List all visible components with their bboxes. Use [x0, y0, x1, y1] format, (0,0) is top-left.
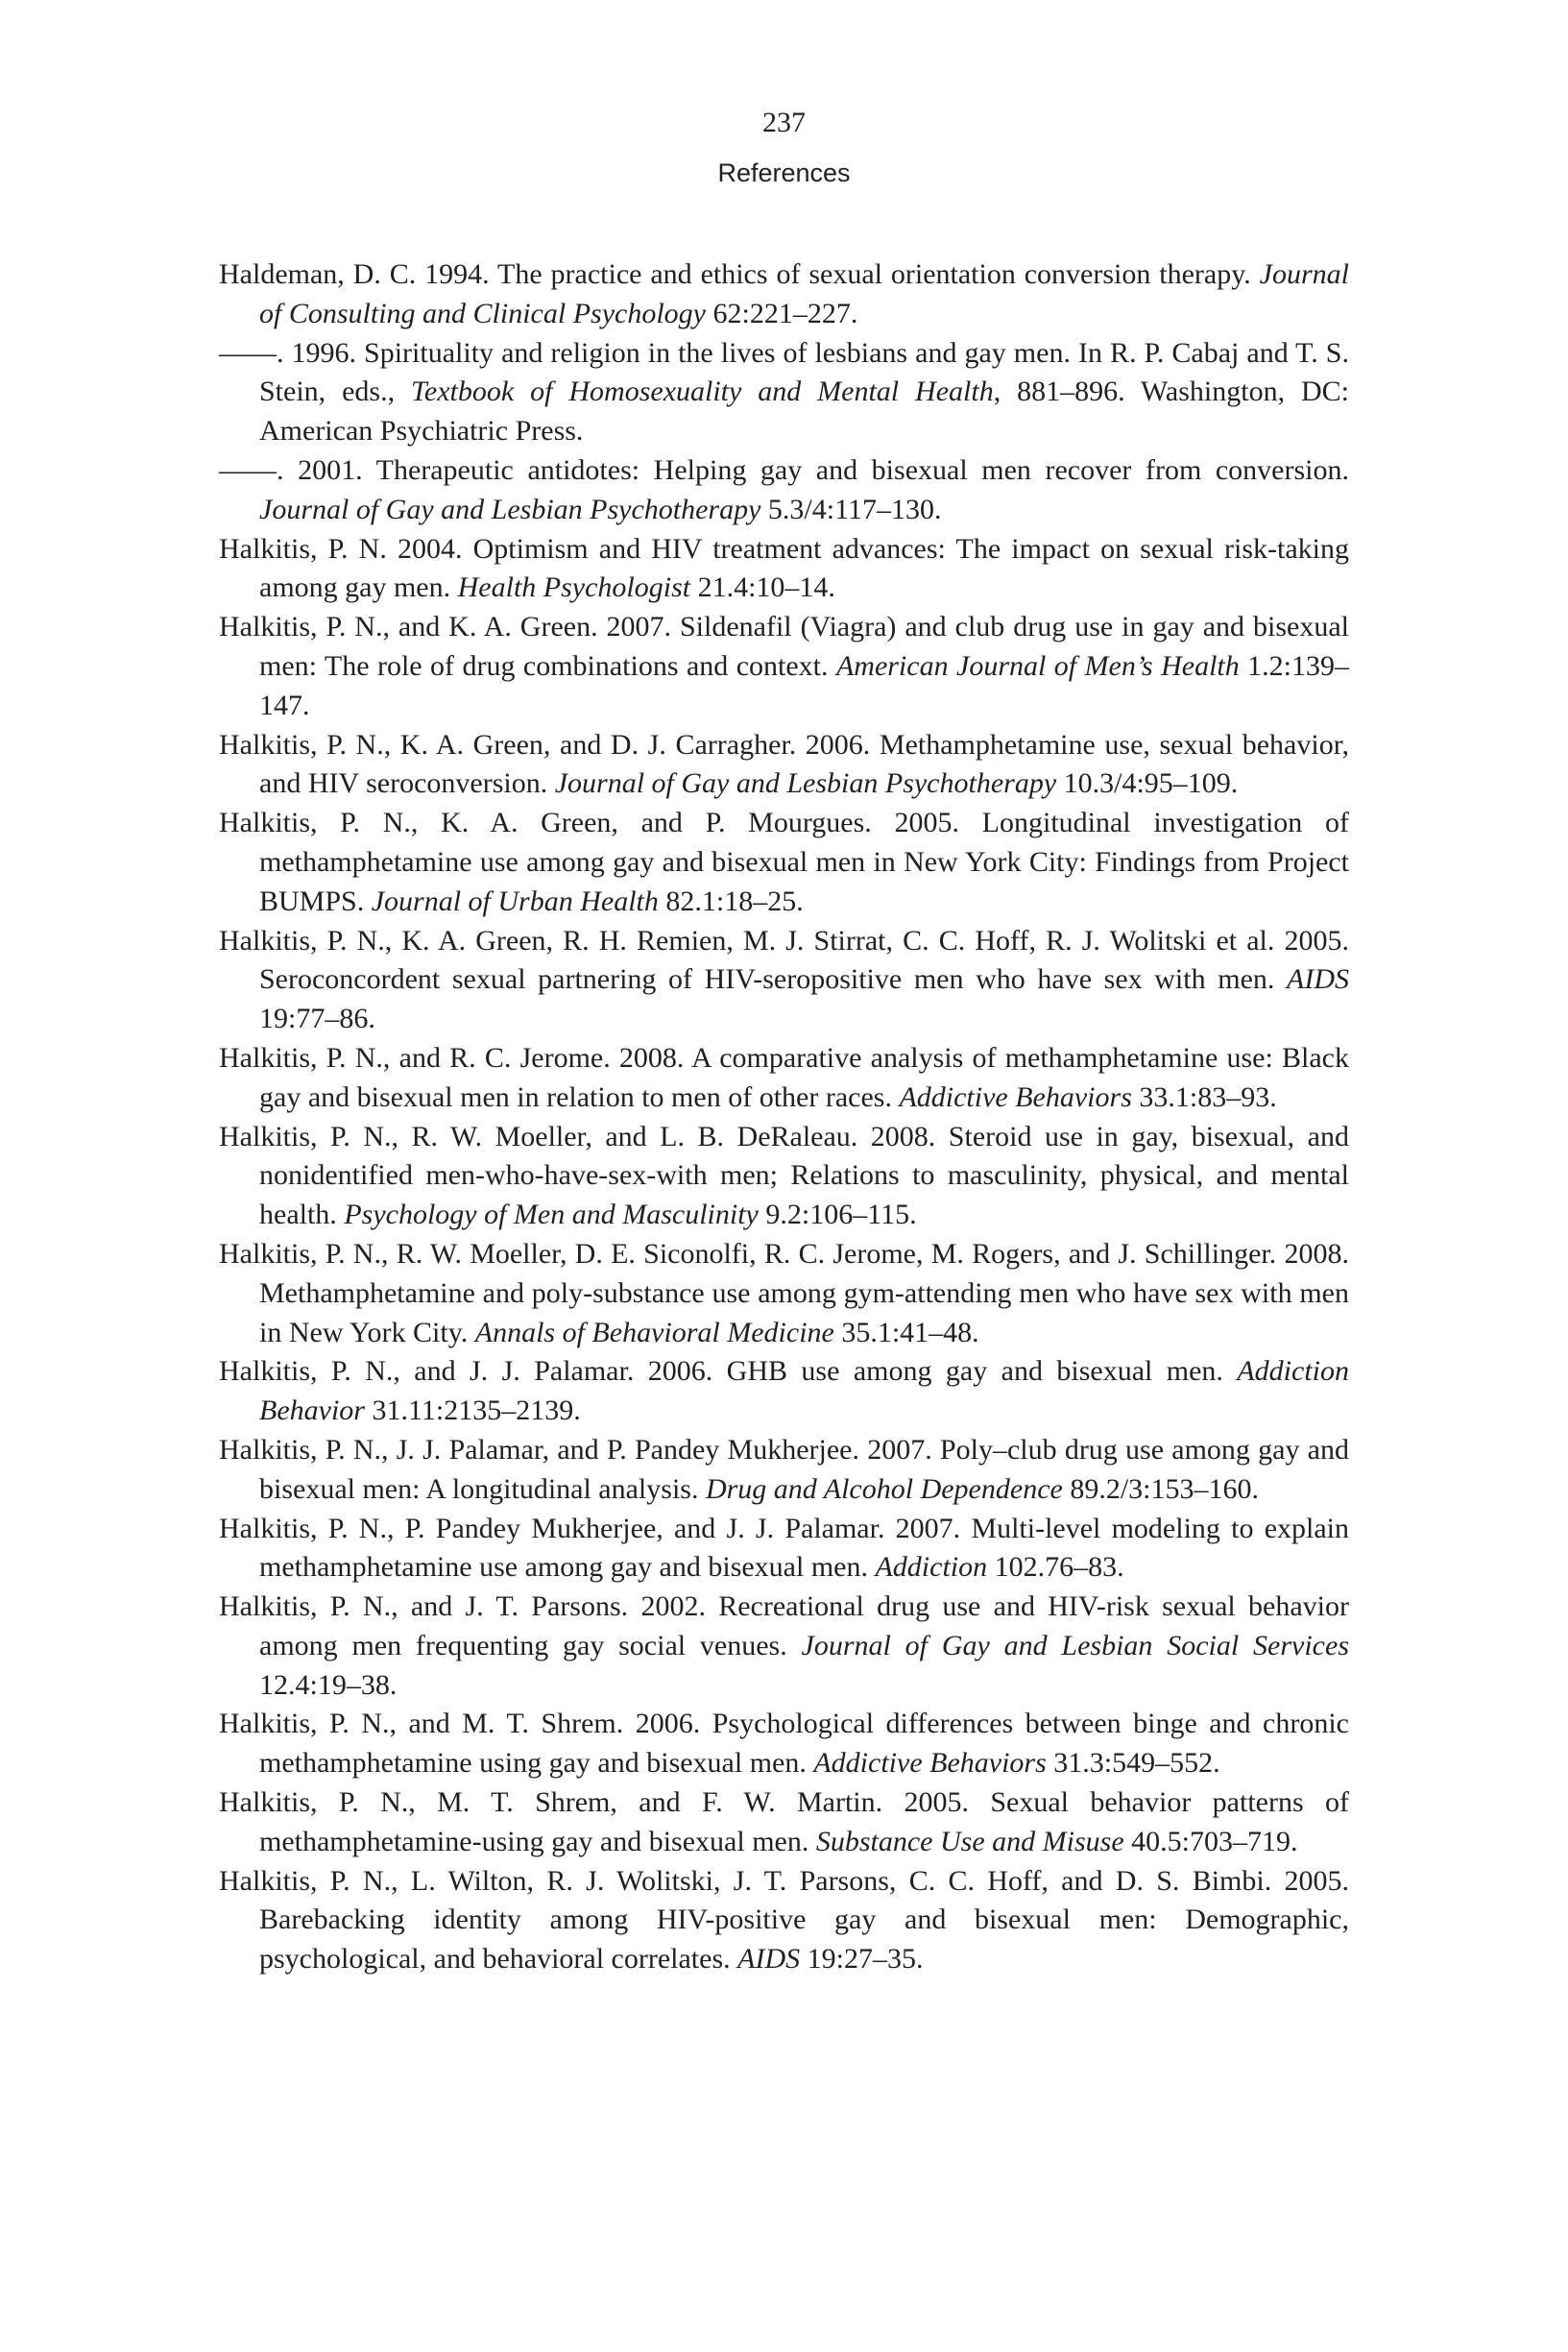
reference-text: Halkitis, P. N., and J. T. Parsons. 2002. Recreational drug use and HIV-risk sexual behavior among men frequenting gay social venues.: [219, 1590, 1349, 1661]
page-number: 237: [762, 107, 806, 138]
reference-citation: 12.4:19–38.: [259, 1668, 398, 1701]
reference-text: Halkitis, P. N., K. A. Green, and D. J. Carragher. 2006. Methamphetamine use, sexual behavior, and HIV seroconversion.: [219, 728, 1349, 800]
reference-entry: [219, 922, 1349, 1039]
reference-text: ——. 2001. Therapeutic antidotes: Helping gay and bisexual men recover from conversion.: [219, 453, 1349, 486]
reference-citation: 82.1:18–25.: [658, 885, 804, 917]
publication-title: Addictive Behaviors: [813, 1747, 1047, 1780]
reference-citation: 1.2:139–147.: [259, 649, 1350, 721]
publication-title: Drug and Alcohol Dependence: [705, 1472, 1063, 1505]
reference-text: Halkitis, P. N., and J. J. Palamar. 2006. GHB use among gay and bisexual men.: [219, 1355, 1238, 1388]
publication-title: Addictive Behaviors: [899, 1080, 1132, 1113]
reference-text: ——. 1996. Spirituality and religion in the lives of lesbians and gay men. In R. P. Cabaj and T. S. Stein, eds.,: [219, 336, 1349, 408]
reference-entry: [219, 1039, 1349, 1118]
reference-entry: [219, 334, 1349, 451]
reference-citation: 19:77–86.: [259, 1003, 375, 1035]
publication-title: Journal of Gay and Lesbian Psychotherapy: [554, 767, 1057, 800]
publication-title: Journal of Gay and Lesbian Social Services: [801, 1629, 1349, 1661]
reference-entry: [219, 1118, 1349, 1235]
running-head: References: [717, 158, 851, 187]
publication-title: American Journal of Men’s Health: [835, 649, 1240, 682]
reference-list: [219, 255, 1349, 1979]
reference-text: Halkitis, P. N., K. A. Green, R. H. Remien, M. J. Stirrat, C. C. Hoff, R. J. Wolitski et al. 2005. Seroconcordent sexual partnering of HIV-seropositive men who have sex with men.: [219, 924, 1349, 996]
reference-entry: [219, 1235, 1349, 1352]
reference-citation: 10.3/4:95–109.: [1056, 767, 1239, 800]
reference-entry: [219, 726, 1349, 805]
reference-entry: [219, 451, 1349, 530]
publication-title: Journal of Consulting and Clinical Psychology: [259, 258, 1349, 329]
publication-title: Psychology of Men and Masculinity: [344, 1199, 759, 1231]
reference-citation: 21.4:10–14.: [690, 571, 835, 604]
publication-title: AIDS: [737, 1943, 801, 1976]
reference-entry: [219, 1510, 1349, 1588]
publication-title: Annals of Behavioral Medicine: [474, 1316, 834, 1348]
reference-entry: [219, 1588, 1349, 1705]
publication-title: Substance Use and Misuse: [815, 1825, 1124, 1857]
publication-title: Journal of Urban Health: [371, 885, 659, 917]
reference-citation: 33.1:83–93.: [1131, 1080, 1277, 1113]
reference-entry: [219, 1352, 1349, 1431]
publication-title: Addiction Behavior: [259, 1355, 1349, 1427]
reference-text: Halkitis, P. N., and R. C. Jerome. 2008. A comparative analysis of methamphetamine use: Black gay and bisexual men in relation to men of other races.: [219, 1041, 1349, 1113]
reference-text: Halkitis, P. N., R. W. Moeller, and L. B. DeRaleau. 2008. Steroid use in gay, bisexual, and nonidentified men-who-have-sex-with men; Relations to masculinity, physical, and mental health.: [219, 1120, 1349, 1231]
reference-text: Halkitis, P. N., M. T. Shrem, and F. W. Martin. 2005. Sexual behavior patterns of methamphetamine-using gay and bisexual men.: [219, 1786, 1349, 1857]
reference-citation: 62:221–227.: [705, 297, 858, 329]
reference-citation: 35.1:41–48.: [833, 1316, 979, 1348]
reference-entry: [219, 1431, 1349, 1510]
reference-citation: 31.11:2135–2139.: [364, 1394, 581, 1427]
reference-text: Halkitis, P. N., and K. A. Green. 2007. Sildenafil (Viagra) and club drug use in gay and bisexual men: The role of drug combinations and context.: [219, 611, 1349, 682]
reference-entry: [219, 530, 1349, 609]
reference-entry: [219, 608, 1349, 725]
publication-title: Health Psychologist: [457, 571, 691, 604]
reference-citation: 19:27–35.: [800, 1943, 924, 1976]
reference-citation: 31.3:549–552.: [1046, 1747, 1220, 1780]
reference-citation: 9.2:106–115.: [758, 1199, 917, 1231]
publication-title: AIDS: [1287, 963, 1349, 996]
reference-entry: [219, 255, 1349, 334]
publication-title: Addiction: [875, 1551, 988, 1584]
reference-text: Halkitis, P. N. 2004. Optimism and HIV treatment advances: The impact on sexual risk-taking among gay men.: [219, 532, 1349, 604]
reference-citation: 5.3/4:117–130.: [760, 493, 942, 525]
publication-title: Journal of Gay and Lesbian Psychotherapy: [259, 493, 761, 525]
reference-citation: 40.5:703–719.: [1123, 1825, 1298, 1857]
reference-citation: , 881–896. Washington, DC: American Psychiatric Press.: [259, 376, 1349, 448]
reference-text: Halkitis, P. N., J. J. Palamar, and P. Pandey Mukherjee. 2007. Poly–club drug use among gay and bisexual men: A longitudinal analysis.: [219, 1433, 1349, 1505]
reference-entry: [219, 1705, 1349, 1783]
reference-text: Halkitis, P. N., and M. T. Shrem. 2006. Psychological differences between binge and chronic methamphetamine using gay and bisexual men.: [219, 1708, 1349, 1780]
reference-text: Haldeman, D. C. 1994. The practice and ethics of sexual orientation conversion therapy.: [219, 258, 1260, 290]
reference-entry: [219, 1862, 1349, 1979]
publication-title: Textbook of Homosexuality and Mental Health: [411, 376, 994, 408]
reference-entry: [219, 804, 1349, 921]
reference-text: Halkitis, P. N., R. W. Moeller, D. E. Siconolfi, R. C. Jerome, M. Rogers, and J. Schillinger. 2008. Methamphetamine and poly-substance use among gym-attending men who have sex with men in New York City.: [219, 1237, 1349, 1348]
reference-text: Halkitis, P. N., P. Pandey Mukherjee, and J. J. Palamar. 2007. Multi-level modeling to explain methamphetamine use among gay and bisexual men.: [219, 1512, 1349, 1584]
reference-citation: 89.2/3:153–160.: [1062, 1472, 1259, 1505]
reference-entry: [219, 1783, 1349, 1862]
reference-text: Halkitis, P. N., K. A. Green, and P. Mourgues. 2005. Longitudinal investigation of methamphetamine use among gay and bisexual men in New York City: Findings from Project BUMPS.: [219, 807, 1349, 917]
reference-text: Halkitis, P. N., L. Wilton, R. J. Wolitski, J. T. Parsons, C. C. Hoff, and D. S. Bimbi. 2005. Barebacking identity among HIV-positive gay and bisexual men: Demographic, psychological, and behavioral correlates.: [219, 1864, 1349, 1976]
reference-citation: 102.76–83.: [987, 1551, 1124, 1584]
